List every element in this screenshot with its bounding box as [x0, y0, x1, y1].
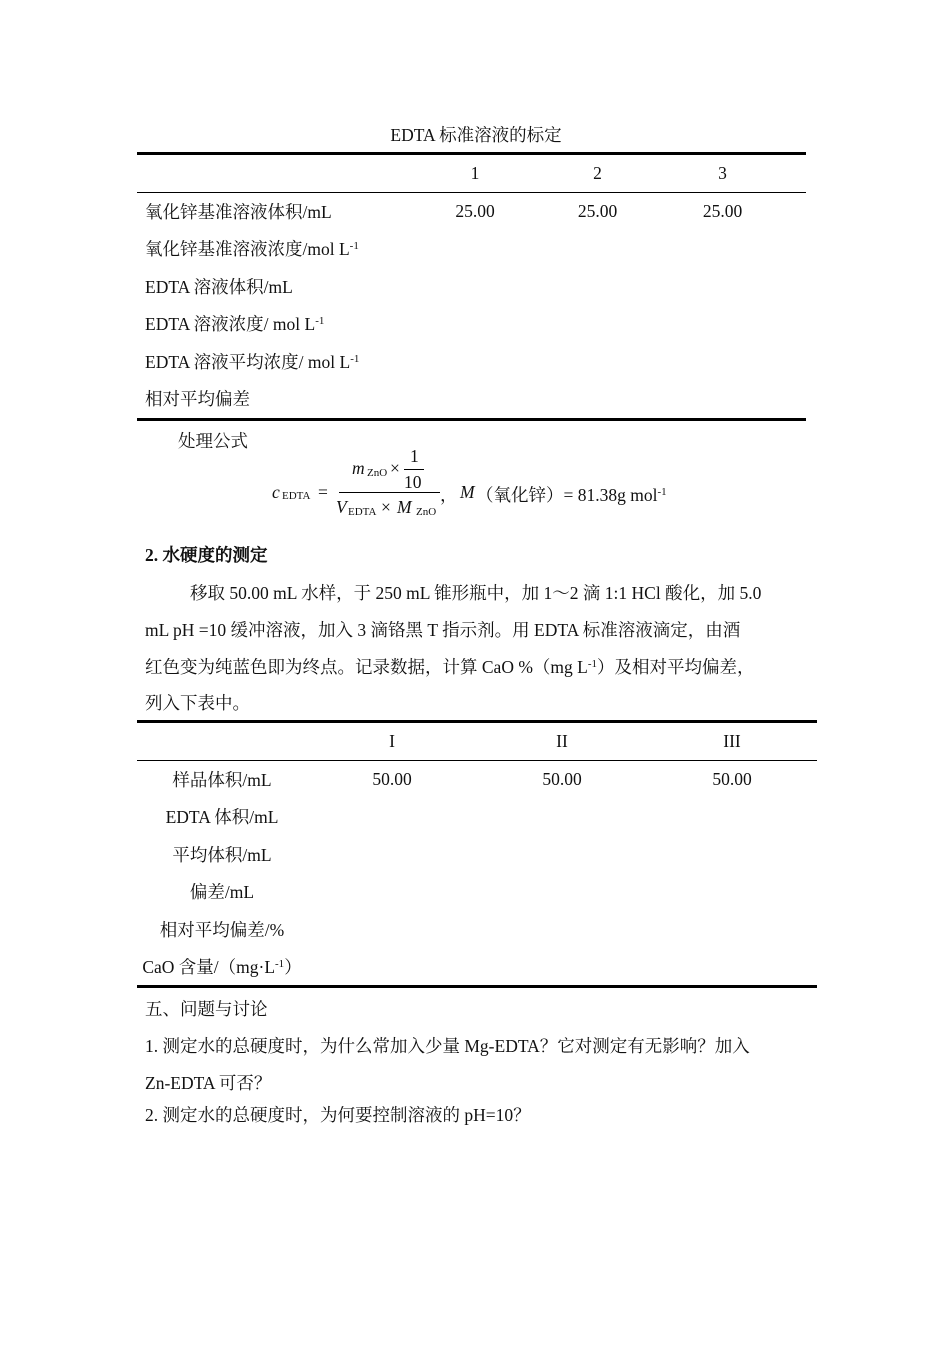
- table-cell: [640, 268, 805, 306]
- table-row: [145, 268, 805, 306]
- section2-line1: 移取 50.00 mL 水样，于 250 mL 锥形瓶中，加 1～2 滴 1:1 HCl 酸化，加 5.0: [190, 583, 762, 603]
- formula-v-sub: EDTA: [348, 506, 377, 518]
- table-cell: 50.00: [372, 768, 412, 789]
- row-label: 偏差/mL: [189, 882, 255, 903]
- table-row: [137, 836, 817, 874]
- formula-molar-mass: （氧化锌）= 81.38g mol$^{-1}$: [476, 485, 667, 505]
- table-cell: 50.00: [542, 768, 582, 789]
- formula-m-sub: ZnO: [367, 467, 388, 479]
- table-cell: 25.00: [577, 200, 618, 221]
- table2-header-cell: II: [556, 731, 568, 752]
- table-row: [137, 948, 817, 986]
- table-cell: 50.00: [712, 768, 752, 789]
- formula-comma: ，: [440, 485, 458, 505]
- table-cell: [477, 948, 647, 986]
- table-row: [137, 873, 817, 911]
- table-cell: [555, 343, 640, 381]
- section2-line2: mL pH =10 缓冲溶液，加入 3 滴铬黑 T 指示剂。用 EDTA 标准溶液滴定，由酒: [145, 620, 741, 640]
- table-cell: [647, 948, 817, 986]
- row-label: 相对平均偏差: [145, 389, 250, 410]
- table2-header-cell: I: [389, 731, 395, 752]
- section2-heading: 2. 水硬度的测定: [145, 545, 268, 565]
- table-cell: 25.00: [455, 200, 495, 221]
- table1-header-row: [145, 155, 805, 193]
- formula-c: c: [272, 482, 280, 502]
- table-row: [137, 911, 817, 949]
- table-cell: 25.00: [702, 200, 743, 221]
- table-cell: [307, 911, 477, 949]
- table-cell: [640, 380, 805, 418]
- formula-tail-M: M: [460, 482, 475, 502]
- table-cell: [395, 305, 555, 343]
- table1-caption: EDTA 标准溶液的标定: [390, 125, 562, 145]
- row-label: CaO 含量$/(mg\cdot L^{-1})$: [142, 957, 302, 978]
- table-cell: [555, 380, 640, 418]
- table-cell: [477, 873, 647, 911]
- formula-c-sub: EDTA: [282, 490, 311, 502]
- table-cell: [640, 343, 805, 381]
- table-cell: [307, 798, 477, 836]
- table-row: [145, 380, 805, 418]
- section5-heading: 五、问题与讨论: [145, 999, 268, 1019]
- table-cell: [640, 230, 805, 268]
- question-1-line1: 1. 测定水的总硬度时，为什么常加入少量 Mg-EDTA？它对测定有无影响？加入: [145, 1036, 750, 1056]
- table-row: [137, 761, 817, 799]
- row-label: EDTA 溶液平均浓度/ mol $L^{-1}$: [145, 351, 360, 372]
- row-label: 平均体积/mL: [172, 844, 272, 865]
- table1-bottom-rule: [137, 418, 806, 421]
- formula-times: ×: [390, 458, 400, 478]
- formula-times2: ×: [381, 497, 391, 517]
- table-row: [145, 343, 805, 381]
- table-cell: [477, 836, 647, 874]
- small-fraction-bar: [404, 469, 424, 470]
- row-label: 相对平均偏差/%: [159, 919, 285, 940]
- table-cell: [395, 380, 555, 418]
- table-cell: [477, 911, 647, 949]
- formula-v: V: [336, 497, 347, 517]
- formula-M-sub: ZnO: [416, 506, 437, 518]
- question-1-line2: Zn-EDTA 可否？: [145, 1073, 272, 1093]
- section2-line3: 红色变为纯蓝色即为终点。记录数据，计算 CaO %（mg $L^{-1}$）及相对平均偏差，: [145, 657, 755, 677]
- row-label: 氧化锌基准溶液浓度/mol $L^{-1}$: [145, 239, 359, 260]
- table-cell: [647, 911, 817, 949]
- question-2: 2. 测定水的总硬度时，为何要控制溶液的 pH=10？: [145, 1105, 531, 1125]
- table-row: [137, 798, 817, 836]
- row-label: 样品体积/mL: [172, 769, 272, 790]
- table-cell: [307, 873, 477, 911]
- table-cell: [395, 268, 555, 306]
- table-cell: [640, 305, 805, 343]
- table-cell: [395, 343, 555, 381]
- table-cell: [307, 948, 477, 986]
- table-cell: [477, 798, 647, 836]
- row-label: EDTA 体积/mL: [165, 807, 279, 828]
- row-label: EDTA 溶液浓度/ mol $L^{-1}$: [145, 314, 325, 335]
- table2-header-cell: [137, 723, 307, 761]
- formula-equals: =: [318, 482, 328, 502]
- table1-header-cell: 3: [718, 163, 727, 184]
- fraction-bar: [339, 492, 440, 493]
- table1-header-cell: [145, 155, 395, 193]
- table1: [145, 155, 805, 418]
- table-cell: [555, 305, 640, 343]
- formula-one: 1: [410, 446, 419, 466]
- formula-M: M: [397, 497, 412, 517]
- table-cell: [395, 230, 555, 268]
- formula-ten: 10: [404, 472, 422, 492]
- table2: [137, 723, 817, 986]
- table-cell: [555, 268, 640, 306]
- table2-header-row: [137, 723, 817, 761]
- row-label: 氧化锌基准溶液体积/mL: [145, 201, 332, 222]
- table1-header-cell: 1: [470, 163, 480, 184]
- table-cell: [647, 873, 817, 911]
- formula-m: m: [352, 458, 365, 478]
- table-cell: [555, 230, 640, 268]
- table-row: [145, 230, 805, 268]
- formula-heading: 处理公式: [178, 431, 248, 451]
- table2-header-cell: III: [723, 731, 741, 752]
- table-cell: [307, 836, 477, 874]
- table1-header-cell: 2: [593, 163, 602, 184]
- section2-line4: 列入下表中。: [145, 693, 250, 713]
- table-row: [145, 193, 805, 231]
- table-cell: [647, 836, 817, 874]
- table-cell: [647, 798, 817, 836]
- row-label: EDTA 溶液体积/mL: [145, 276, 293, 297]
- table-row: [145, 305, 805, 343]
